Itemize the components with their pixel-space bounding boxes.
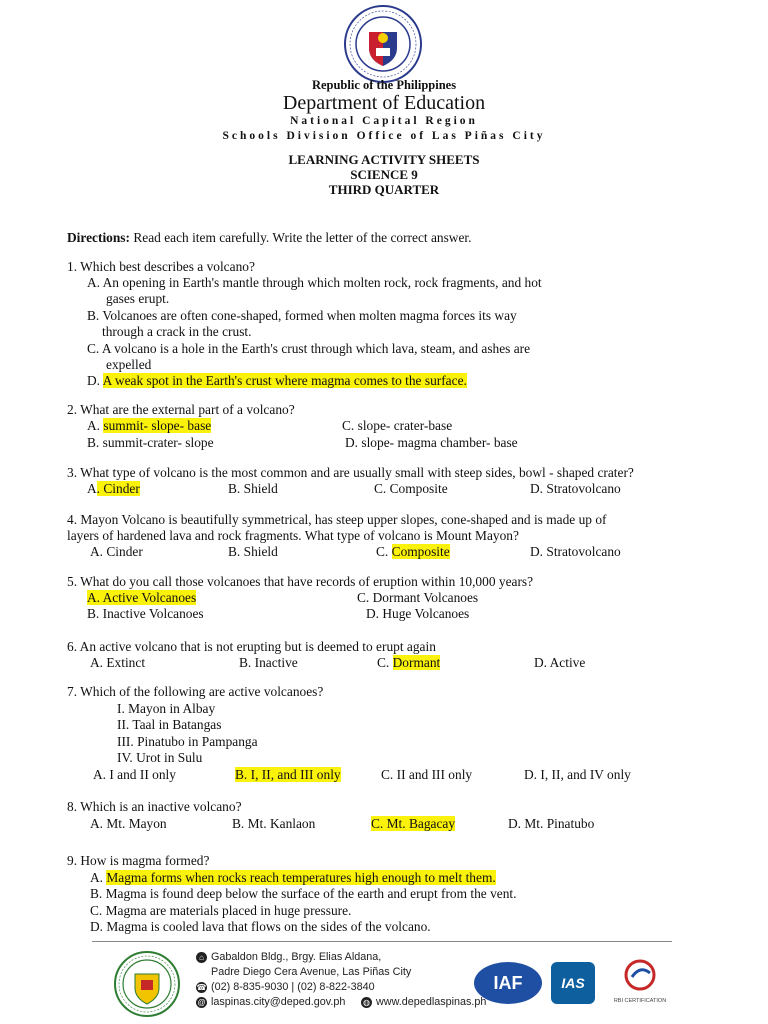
question-3-option-c: C. Composite <box>374 481 448 496</box>
question-7-stem: 7. Which of the following are active volcanoes? <box>67 684 324 699</box>
highlighted-answer: A. Active Volcanoes <box>87 590 197 605</box>
question-7-option-d: D. I, II, and IV only <box>524 767 631 782</box>
department-name: Department of Education <box>282 92 486 114</box>
footer-address <box>196 951 381 963</box>
question-6-option-d: D. Active <box>534 655 586 670</box>
option-letter: D. <box>87 373 103 388</box>
footer-website[interactable] <box>361 996 486 1008</box>
location-icon: ⌂ <box>196 952 207 963</box>
footer-address-line1: Gabaldon Bldg., Brgy. Elias Aldana, <box>211 951 382 963</box>
email-icon: @ <box>197 997 206 1007</box>
highlighted-answer: . Cinder <box>96 481 140 496</box>
question-1-stem: 1. Which best describes a volcano? <box>67 259 255 274</box>
question-5-option-d: D. Huge Volcanoes <box>366 606 470 621</box>
question-5-option-a <box>87 590 196 606</box>
question-9-stem: 9. How is magma formed? <box>67 853 210 868</box>
quarter-title: THIRD QUARTER <box>328 182 440 197</box>
directions <box>67 230 471 246</box>
option-letter: C. <box>376 544 392 559</box>
question-5-option-b: B. Inactive Volcanoes <box>87 606 204 621</box>
ias-logo <box>551 962 595 1004</box>
footer-website-text: www.depedlaspinas.ph <box>376 996 487 1008</box>
sheet-title: LEARNING ACTIVITY SHEETS <box>288 152 480 167</box>
question-5-option-c: C. Dormant Volcanoes <box>357 590 479 605</box>
question-1-option-b-cont: through a crack in the crust. <box>102 324 252 339</box>
subject-title: SCIENCE 9 <box>350 167 418 182</box>
footer-phone-text: (02) 8-835-9030 | (02) 8-822-3840 <box>211 981 375 993</box>
directions-label: Directions: <box>67 230 130 245</box>
question-2-option-c: C. slope- crater-base <box>342 418 453 433</box>
highlighted-answer: B. I, II, and III only <box>235 767 341 782</box>
question-7-item-iv: IV. Urot in Sulu <box>117 750 203 765</box>
option-letter: A <box>87 481 97 496</box>
question-9-option-d: D. Magma is cooled lava that flows on the sides of the volcano. <box>90 919 431 934</box>
footer-divider <box>92 941 672 942</box>
question-4-option-c <box>376 544 450 560</box>
directions-text: Read each item carefully. Write the letter of the correct answer. <box>129 230 472 245</box>
highlighted-answer: C. Mt. Bagacay <box>371 816 456 831</box>
question-1-option-a: A. An opening in Earth's mantle through which molten rock, rock fragments, and hot <box>87 275 542 290</box>
ias-logo-text: IAS <box>561 975 585 991</box>
option-letter: A. <box>87 418 104 433</box>
question-5-stem: 5. What do you call those volcanoes that have records of eruption within 10,000 years? <box>67 574 534 589</box>
question-1-option-a-cont: gases erupt. <box>106 291 170 306</box>
rbi-certification-logo <box>605 958 675 1008</box>
footer-address-line2: Padre Diego Cera Avenue, Las Piñas City <box>211 966 412 978</box>
division-seal-logo <box>113 950 181 1018</box>
question-7-option-b <box>235 767 341 783</box>
question-8-stem: 8. Which is an inactive volcano? <box>67 799 242 814</box>
question-8-option-b: B. Mt. Kanlaon <box>232 816 316 831</box>
question-6-stem: 6. An active volcano that is not erupting but is deemed to erupt again <box>67 639 436 654</box>
footer-phone <box>196 981 375 993</box>
globe-icon: ◍ <box>361 997 372 1008</box>
question-6-option-c <box>377 655 440 671</box>
question-2-stem: 2. What are the external part of a volcano? <box>67 402 295 417</box>
highlighted-answer: Magma forms when rocks reach temperatures high enough to melt them. <box>106 870 496 885</box>
question-2-option-d: D. slope- magma chamber- base <box>345 435 518 450</box>
question-4-option-b: B. Shield <box>228 544 278 559</box>
question-7-item-iii: III. Pinatubo in Pampanga <box>117 734 258 749</box>
question-3-stem: 3. What type of volcano is the most common and are usually small with steep sides, bowl - shaped crater? <box>67 465 634 480</box>
footer-email-text: laspinas.city@deped.gov.ph <box>211 996 346 1008</box>
question-1-option-c: C. A volcano is a hole in the Earth's crust through which lava, steam, and ashes are <box>87 341 531 356</box>
question-1-option-d <box>87 373 467 389</box>
question-9-option-b: B. Magma is found deep below the surface of the earth and erupt from the vent. <box>90 886 517 901</box>
iaf-logo <box>474 962 542 1004</box>
division-name: Schools Division Office of Las Piñas City <box>222 130 546 142</box>
highlighted-answer: A weak spot in the Earth's crust where magma comes to the surface. <box>102 373 467 388</box>
region-name: National Capital Region <box>290 115 478 127</box>
footer-email[interactable] <box>196 996 345 1008</box>
question-3-option-a <box>87 481 140 497</box>
question-1-option-b: B. Volcanoes are often cone-shaped, formed when molten magma forces its way <box>87 308 517 323</box>
question-2-option-b: B. summit-crater- slope <box>87 435 214 450</box>
question-4-option-d: D. Stratovolcano <box>530 544 621 559</box>
question-7-item-i: I. Mayon in Albay <box>117 701 216 716</box>
rbi-icon <box>623 958 657 992</box>
highlighted-answer: Dormant <box>392 655 441 670</box>
question-9-option-a <box>90 870 496 886</box>
question-7-option-c: C. II and III only <box>381 767 473 782</box>
question-8-option-c <box>371 816 455 832</box>
phone-icon: ☎ <box>196 982 207 992</box>
question-1-option-c-cont: expelled <box>106 357 152 372</box>
question-8-option-d: D. Mt. Pinatubo <box>508 816 595 831</box>
question-6-option-a: A. Extinct <box>90 655 146 670</box>
question-3-option-b: B. Shield <box>228 481 278 496</box>
rbi-certification-text: RBI CERTIFICATION <box>613 998 667 1004</box>
question-9-option-c: C. Magma are materials placed in huge pressure. <box>90 903 352 918</box>
question-7-option-a: A. I and II only <box>93 767 176 782</box>
highlighted-answer: Composite <box>391 544 450 559</box>
question-4-stem: 4. Mayon Volcano is beautifully symmetrical, has steep upper slopes, cone-shaped and is made up of <box>67 512 607 527</box>
highlighted-answer: summit- slope- base <box>103 418 212 433</box>
question-8-option-a: A. Mt. Mayon <box>90 816 167 831</box>
question-4-stem-cont: layers of hardened lava and rock fragments. What type of volcano is Mount Mayon? <box>67 528 519 543</box>
iaf-logo-text: IAF <box>493 973 523 993</box>
option-letter: C. <box>377 655 393 670</box>
question-4-option-a: A. Cinder <box>90 544 143 559</box>
question-3-option-d: D. Stratovolcano <box>530 481 621 496</box>
question-7-item-ii: II. Taal in Batangas <box>117 717 222 732</box>
deped-seal-logo <box>343 4 423 84</box>
question-6-option-b: B. Inactive <box>239 655 298 670</box>
country-name: Republic of the Philippines <box>311 78 457 92</box>
option-letter: A. <box>90 870 107 885</box>
question-2-option-a <box>87 418 211 434</box>
